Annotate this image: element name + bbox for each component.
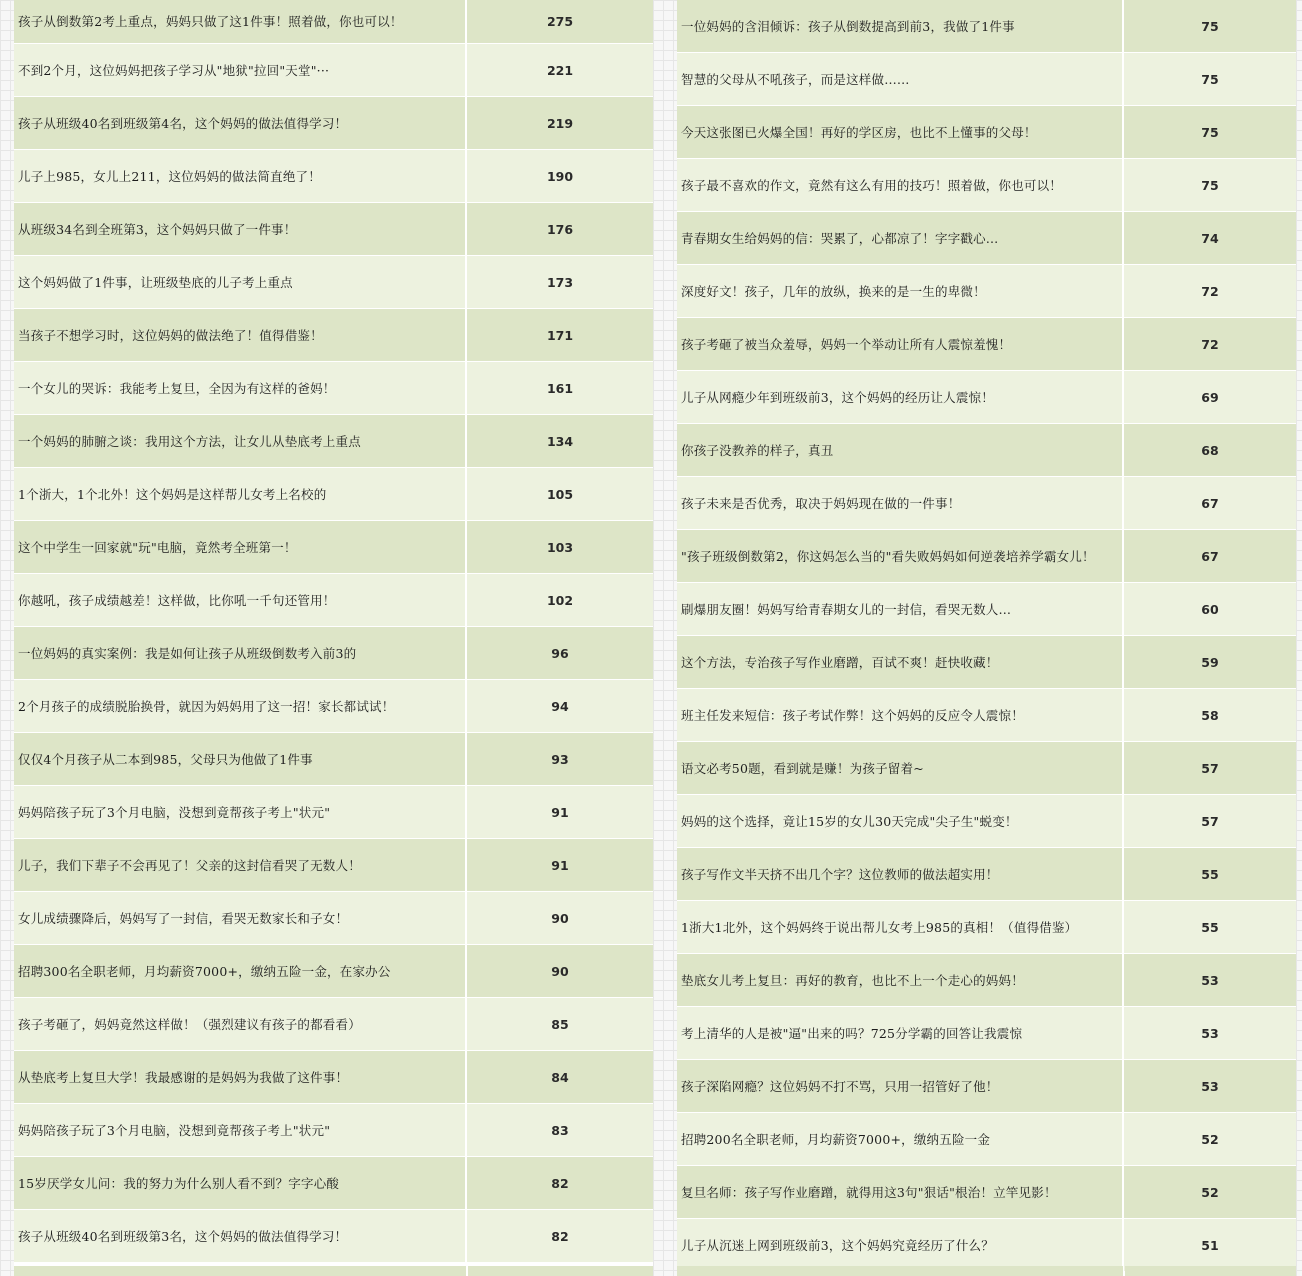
read-count: 102 [466,574,653,627]
read-count: 221 [466,44,653,97]
read-count: 91 [466,839,653,892]
read-count: 59 [1123,636,1296,689]
table-row [677,1007,1296,1060]
table-row [14,256,653,309]
article-title: 一位妈妈的含泪倾诉：孩子从倒数提高到前3，我做了1件事 [677,0,1123,53]
table-row [14,521,653,574]
table-row [677,1113,1296,1166]
table-row [677,53,1296,106]
table-row [14,0,653,44]
article-title: 妈妈陪孩子玩了3个月电脑，没想到竟帮孩子考上"状元" [14,1104,466,1157]
read-count: 75 [1123,0,1296,53]
read-count: 67 [1123,477,1296,530]
read-count: 52 [1123,1113,1296,1166]
read-count: 69 [1123,371,1296,424]
read-count: 275 [466,0,653,44]
article-title: 从班级34名到全班第3，这个妈妈只做了一件事！ [14,203,466,256]
table-row [677,742,1296,795]
table-row [14,574,653,627]
read-count: 161 [466,362,653,415]
read-count: 219 [466,97,653,150]
table-row [677,1166,1296,1219]
read-count: 173 [466,256,653,309]
table-row [14,733,653,786]
article-title: 你孩子没教养的样子，真丑 [677,424,1123,477]
article-title: 你越吼，孩子成绩越差！这样做，比你吼一千句还管用！ [14,574,466,627]
article-title: 儿子，我们下辈子不会再见了！父亲的这封信看哭了无数人！ [14,839,466,892]
grid-gutter [653,0,677,1276]
table-row [14,150,653,203]
read-count: 68 [1123,424,1296,477]
table-row [677,901,1296,954]
table-row [14,892,653,945]
read-count: 103 [466,521,653,574]
article-title: 刷爆朋友圈！妈妈写给青春期女儿的一封信，看哭无数人… [677,583,1123,636]
read-count: 176 [466,203,653,256]
article-title: 女儿成绩骤降后，妈妈写了一封信，看哭无数家长和子女！ [14,892,466,945]
read-count: 134 [466,415,653,468]
read-count: 83 [466,1104,653,1157]
read-count: 105 [466,468,653,521]
grid-margin-left [0,0,14,1276]
article-title: 考上清华的人是被"逼"出来的吗？725分学霸的回答让我震惊 [677,1007,1123,1060]
article-title: 招聘300名全职老师，月均薪资7000+，缴纳五险一金，在家办公 [14,945,466,998]
article-title: 今天这张图已火爆全国！再好的学区房，也比不上懂事的父母！ [677,106,1123,159]
article-title: 孩子未来是否优秀，取决于妈妈现在做的一件事！ [677,477,1123,530]
article-title: 智慧的父母从不吼孩子，而是这样做…… [677,53,1123,106]
article-title: 从垫底考上复旦大学！我最感谢的是妈妈为我做了这件事！ [14,1051,466,1104]
table-row [677,371,1296,424]
article-title: 青春期女生给妈妈的信：哭累了，心都凉了！字字戳心… [677,212,1123,265]
read-count: 53 [1123,954,1296,1007]
article-title: 班主任发来短信：孩子考试作弊！这个妈妈的反应令人震惊！ [677,689,1123,742]
table-row [14,1210,653,1263]
read-count: 55 [1123,848,1296,901]
article-title: 孩子深陷网瘾？这位妈妈不打不骂，只用一招管好了他！ [677,1060,1123,1113]
table-row [677,954,1296,1007]
table-row [14,1157,653,1210]
article-title: 这个中学生一回家就"玩"电脑，竟然考全班第一！ [14,521,466,574]
table-row [677,1060,1296,1113]
table-row [677,318,1296,371]
table-row [14,203,653,256]
read-count: 75 [1123,106,1296,159]
read-count: 72 [1123,318,1296,371]
read-count: 53 [1123,1007,1296,1060]
read-count: 52 [1123,1166,1296,1219]
article-title: 妈妈陪孩子玩了3个月电脑，没想到竟帮孩子考上"状元" [14,786,466,839]
article-title: 垫底女儿考上复旦：再好的教育，也比不上一个走心的妈妈！ [677,954,1123,1007]
article-title: 一位妈妈的真实案例：我是如何让孩子从班级倒数考入前3的 [14,627,466,680]
table-row [677,583,1296,636]
article-title: 语文必考50题，看到就是赚！为孩子留着~ [677,742,1123,795]
table-row [677,106,1296,159]
read-count: 75 [1123,159,1296,212]
article-title: 孩子从倒数第2考上重点，妈妈只做了这1件事！照着做，你也可以！ [14,0,466,44]
grid-margin-right [1296,0,1302,1276]
table-row [677,795,1296,848]
article-title: 孩子考砸了，妈妈竟然这样做！（强烈建议有孩子的都看看） [14,998,466,1051]
right-article-table [677,0,1296,1272]
article-title: "孩子班级倒数第2，你这妈怎么当的"看失败妈妈如何逆袭培养学霸女儿！ [677,530,1123,583]
table-row [14,998,653,1051]
table-row [677,477,1296,530]
table-row [14,309,653,362]
right-next-count-strip [1125,1266,1296,1276]
article-title: 仅仅4个月孩子从二本到985，父母只为他做了1件事 [14,733,466,786]
read-count: 84 [466,1051,653,1104]
article-title: 15岁厌学女儿问：我的努力为什么别人看不到？字字心酸 [14,1157,466,1210]
table-row [677,212,1296,265]
table-row [14,44,653,97]
read-count: 60 [1123,583,1296,636]
table-row [14,468,653,521]
table-row [14,362,653,415]
article-title: 复旦名师：孩子写作业磨蹭，就得用这3句"狠话"根治！立竿见影！ [677,1166,1123,1219]
article-title: 儿子从网瘾少年到班级前3，这个妈妈的经历让人震惊！ [677,371,1123,424]
table-row [14,680,653,733]
table-row [14,97,653,150]
read-count: 58 [1123,689,1296,742]
table-row [14,839,653,892]
read-count: 57 [1123,742,1296,795]
table-row [677,0,1296,53]
left-article-table [14,0,653,1263]
table-row [677,848,1296,901]
article-title: 1浙大1北外，这个妈妈终于说出帮儿女考上985的真相！（值得借鉴） [677,901,1123,954]
table-row [14,786,653,839]
read-count: 91 [466,786,653,839]
right-table-body [677,0,1296,1272]
read-count: 90 [466,945,653,998]
article-title: 这个妈妈做了1件事，让班级垫底的儿子考上重点 [14,256,466,309]
table-row [677,530,1296,583]
left-table-body [14,0,653,1263]
article-title: 2个月孩子的成绩脱胎换骨，就因为妈妈用了这一招！家长都试试！ [14,680,466,733]
article-title: 孩子从班级40名到班级第4名，这个妈妈的做法值得学习！ [14,97,466,150]
read-count: 55 [1123,901,1296,954]
table-row [677,636,1296,689]
table-row [14,1104,653,1157]
table-row [14,415,653,468]
article-title: 孩子最不喜欢的作文，竟然有这么有用的技巧！照着做，你也可以！ [677,159,1123,212]
article-title: 这个方法，专治孩子写作业磨蹭，百试不爽！赶快收藏！ [677,636,1123,689]
read-count: 72 [1123,265,1296,318]
read-count: 94 [466,680,653,733]
article-title: 不到2个月，这位妈妈把孩子学习从"地狱"拉回"天堂"··· [14,44,466,97]
article-title: 招聘200名全职老师，月均薪资7000+，缴纳五险一金 [677,1113,1123,1166]
read-count: 74 [1123,212,1296,265]
right-next-row-strip [677,1266,1123,1276]
article-title: 孩子写作文半天挤不出几个字？这位教师的做法超实用！ [677,848,1123,901]
article-title: 一个女儿的哭诉：我能考上复旦，全因为有这样的爸妈！ [14,362,466,415]
table-row [677,1219,1296,1272]
read-count: 67 [1123,530,1296,583]
read-count: 57 [1123,795,1296,848]
read-count: 85 [466,998,653,1051]
table-row [677,159,1296,212]
read-count: 190 [466,150,653,203]
table-row [677,265,1296,318]
article-title: 妈妈的这个选择，竟让15岁的女儿30天完成"尖子生"蜕变！ [677,795,1123,848]
read-count: 75 [1123,53,1296,106]
read-count: 90 [466,892,653,945]
read-count: 51 [1123,1219,1296,1272]
read-count: 96 [466,627,653,680]
article-title: 一个妈妈的肺腑之谈：我用这个方法，让女儿从垫底考上重点 [14,415,466,468]
table-row [677,689,1296,742]
article-title: 深度好文！孩子，几年的放纵，换来的是一生的卑微！ [677,265,1123,318]
read-count: 93 [466,733,653,786]
article-title: 儿子从沉迷上网到班级前3，这个妈妈究竟经历了什么？ [677,1219,1123,1272]
read-count: 82 [466,1157,653,1210]
left-next-count-strip [468,1266,653,1276]
article-title: 儿子上985，女儿上211，这位妈妈的做法简直绝了！ [14,150,466,203]
table-row [14,945,653,998]
article-title: 孩子考砸了被当众羞辱，妈妈一个举动让所有人震惊羞愧！ [677,318,1123,371]
table-row [677,424,1296,477]
table-row [14,1051,653,1104]
read-count: 53 [1123,1060,1296,1113]
article-title: 1个浙大，1个北外！这个妈妈是这样帮儿女考上名校的 [14,468,466,521]
article-title: 当孩子不想学习时，这位妈妈的做法绝了！值得借鉴！ [14,309,466,362]
left-next-row-strip [14,1266,466,1276]
table-row [14,627,653,680]
article-title: 孩子从班级40名到班级第3名，这个妈妈的做法值得学习！ [14,1210,466,1263]
read-count: 171 [466,309,653,362]
read-count: 82 [466,1210,653,1263]
